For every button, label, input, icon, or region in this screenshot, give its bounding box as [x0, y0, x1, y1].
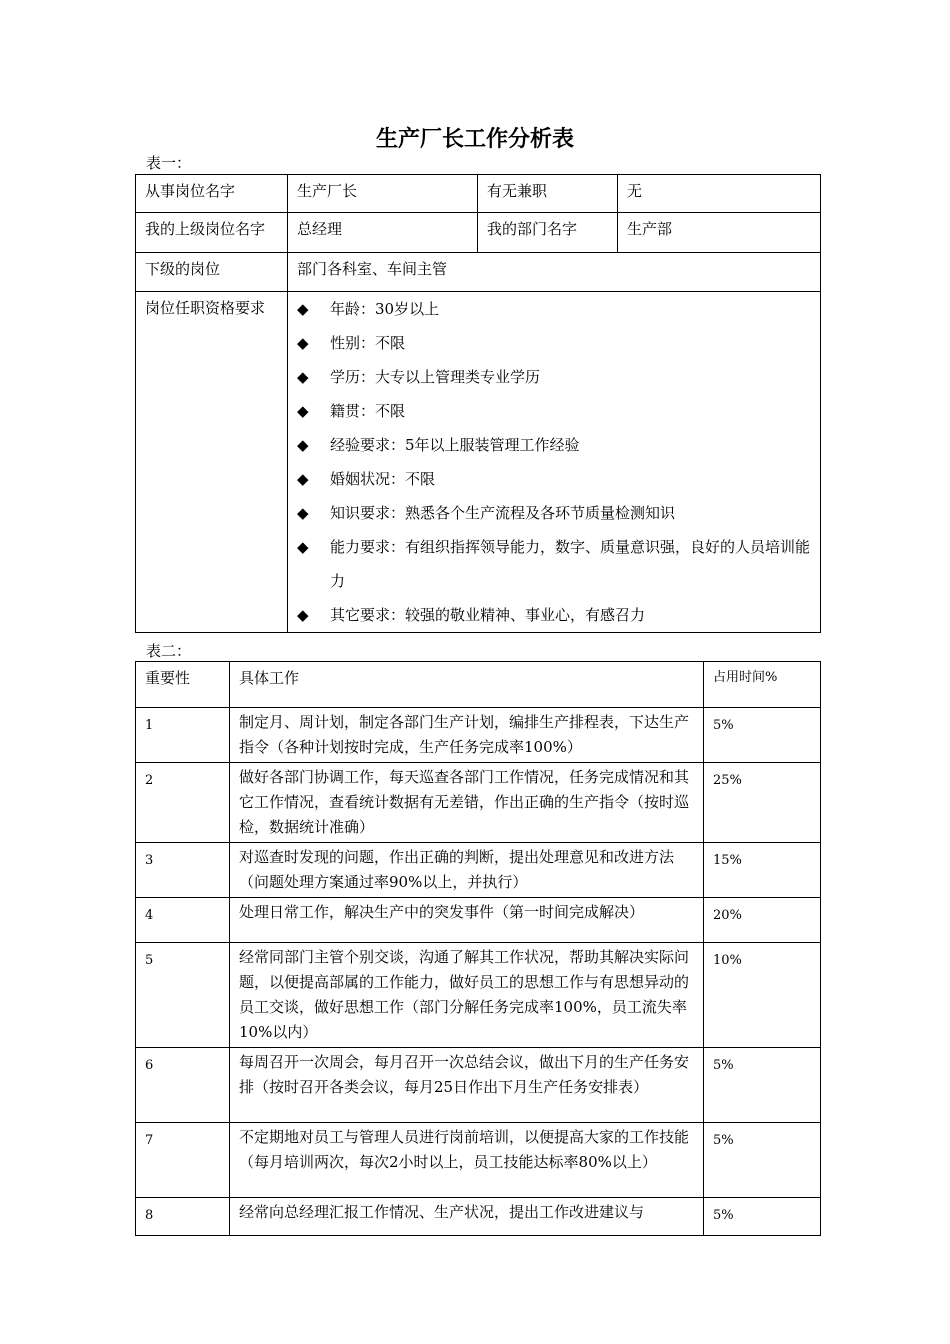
diamond-bullet-icon: ◆	[297, 436, 309, 454]
list-item: ◆ 其它要求：较强的敬业精神、事业心，有感召力	[297, 598, 816, 632]
diamond-bullet-icon: ◆	[297, 300, 309, 318]
diamond-bullet-icon: ◆	[297, 334, 309, 352]
superior-position-label: 我的上级岗位名字	[136, 213, 288, 253]
work-cell: 对巡查时发现的问题，作出正确的判断，提出处理意见和改进方法（问题处理方案通过率90%以上，并执行）	[230, 843, 704, 898]
table-row	[136, 292, 821, 633]
table-row	[136, 1123, 821, 1198]
importance-cell: 1	[136, 708, 230, 763]
qualification-cell	[288, 292, 821, 633]
page-title: 生产厂长工作分析表	[375, 127, 574, 152]
time-cell: 5%	[704, 1048, 821, 1123]
work-cell: 经常向总经理汇报工作情况、生产状况，提出工作改进建议与	[230, 1198, 704, 1236]
table-row	[136, 943, 821, 1048]
table-row	[136, 253, 821, 292]
part-time-value: 无	[618, 175, 821, 213]
superior-position-value: 总经理	[288, 213, 478, 253]
time-cell: 5%	[704, 1123, 821, 1198]
diamond-bullet-icon: ◆	[297, 470, 309, 488]
diamond-bullet-icon: ◆	[297, 538, 309, 556]
diamond-bullet-icon: ◆	[297, 504, 309, 522]
work-table	[135, 661, 821, 1236]
table2-caption: 表二：	[146, 642, 192, 660]
time-cell: 10%	[704, 943, 821, 1048]
list-item: ◆ 年龄：30岁以上	[297, 292, 816, 326]
importance-cell: 8	[136, 1198, 230, 1236]
table-row	[136, 898, 821, 943]
work-cell: 不定期地对员工与管理人员进行岗前培训，以便提高大家的工作技能（每月培训两次，每次2小时以上，员工技能达标率80%以上）	[230, 1123, 704, 1198]
list-item: ◆ 婚姻状况：不限	[297, 462, 816, 496]
time-cell: 20%	[704, 898, 821, 943]
department-label: 我的部门名字	[478, 213, 618, 253]
list-item: ◆ 知识要求：熟悉各个生产流程及各环节质量检测知识	[297, 496, 816, 530]
subordinate-label: 下级的岗位	[136, 253, 288, 292]
list-item: ◆ 能力要求：有组织指挥领导能力，数字、质量意识强，良好的人员培训能力	[297, 530, 816, 598]
table-row	[136, 708, 821, 763]
time-cell: 5%	[704, 708, 821, 763]
table-header-row	[136, 662, 821, 708]
qualification-label: 岗位任职资格要求	[136, 292, 288, 633]
list-item: ◆ 学历：大专以上管理类专业学历	[297, 360, 816, 394]
work-rows	[136, 708, 821, 1236]
importance-cell: 5	[136, 943, 230, 1048]
diamond-bullet-icon: ◆	[297, 402, 309, 420]
importance-cell: 2	[136, 763, 230, 843]
importance-cell: 6	[136, 1048, 230, 1123]
list-item: ◆ 经验要求：5年以上服装管理工作经验	[297, 428, 816, 462]
work-cell: 经常同部门主管个别交谈，沟通了解其工作状况，帮助其解决实际问题，以便提高部属的工作能力，做好员工的思想工作与有思想异动的员工交谈，做好思想工作（部门分解任务完成率100%，员工流失率10%以内）	[230, 943, 704, 1048]
work-cell: 处理日常工作，解决生产中的突发事件（第一时间完成解决）	[230, 898, 704, 943]
diamond-bullet-icon: ◆	[297, 606, 309, 624]
work-cell: 制定月、周计划，制定各部门生产计划，编排生产排程表，下达生产指令（各种计划按时完成，生产任务完成率100%）	[230, 708, 704, 763]
diamond-bullet-icon: ◆	[297, 368, 309, 386]
table-row	[136, 843, 821, 898]
table-row	[136, 175, 821, 213]
position-name-value: 生产厂长	[288, 175, 478, 213]
position-name-label: 从事岗位名字	[136, 175, 288, 213]
time-cell: 15%	[704, 843, 821, 898]
work-cell: 做好各部门协调工作，每天巡查各部门工作情况，任务完成情况和其它工作情况，查看统计数据有无差错，作出正确的生产指令（按时巡检，数据统计准确）	[230, 763, 704, 843]
work-cell: 每周召开一次周会，每月召开一次总结会议，做出下月的生产任务安排（按时召开各类会议，每月25日作出下月生产任务安排表）	[230, 1048, 704, 1123]
time-cell: 25%	[704, 763, 821, 843]
table-row	[136, 1048, 821, 1123]
list-item: ◆ 籍贯：不限	[297, 394, 816, 428]
importance-cell: 3	[136, 843, 230, 898]
importance-cell: 7	[136, 1123, 230, 1198]
time-cell: 5%	[704, 1198, 821, 1236]
table-row	[136, 1198, 821, 1236]
qualification-list	[297, 292, 816, 632]
department-value: 生产部	[618, 213, 821, 253]
table-row	[136, 213, 821, 253]
subordinate-value: 部门各科室、车间主管	[288, 253, 821, 292]
importance-cell: 4	[136, 898, 230, 943]
header-importance: 重要性	[136, 662, 230, 708]
header-time: 占用时间%	[704, 662, 821, 708]
list-item: ◆ 性别：不限	[297, 326, 816, 360]
job-info-table	[135, 174, 821, 633]
table1-caption: 表一：	[146, 154, 192, 172]
part-time-label: 有无兼职	[478, 175, 618, 213]
header-work: 具体工作	[230, 662, 704, 708]
table-row	[136, 763, 821, 843]
